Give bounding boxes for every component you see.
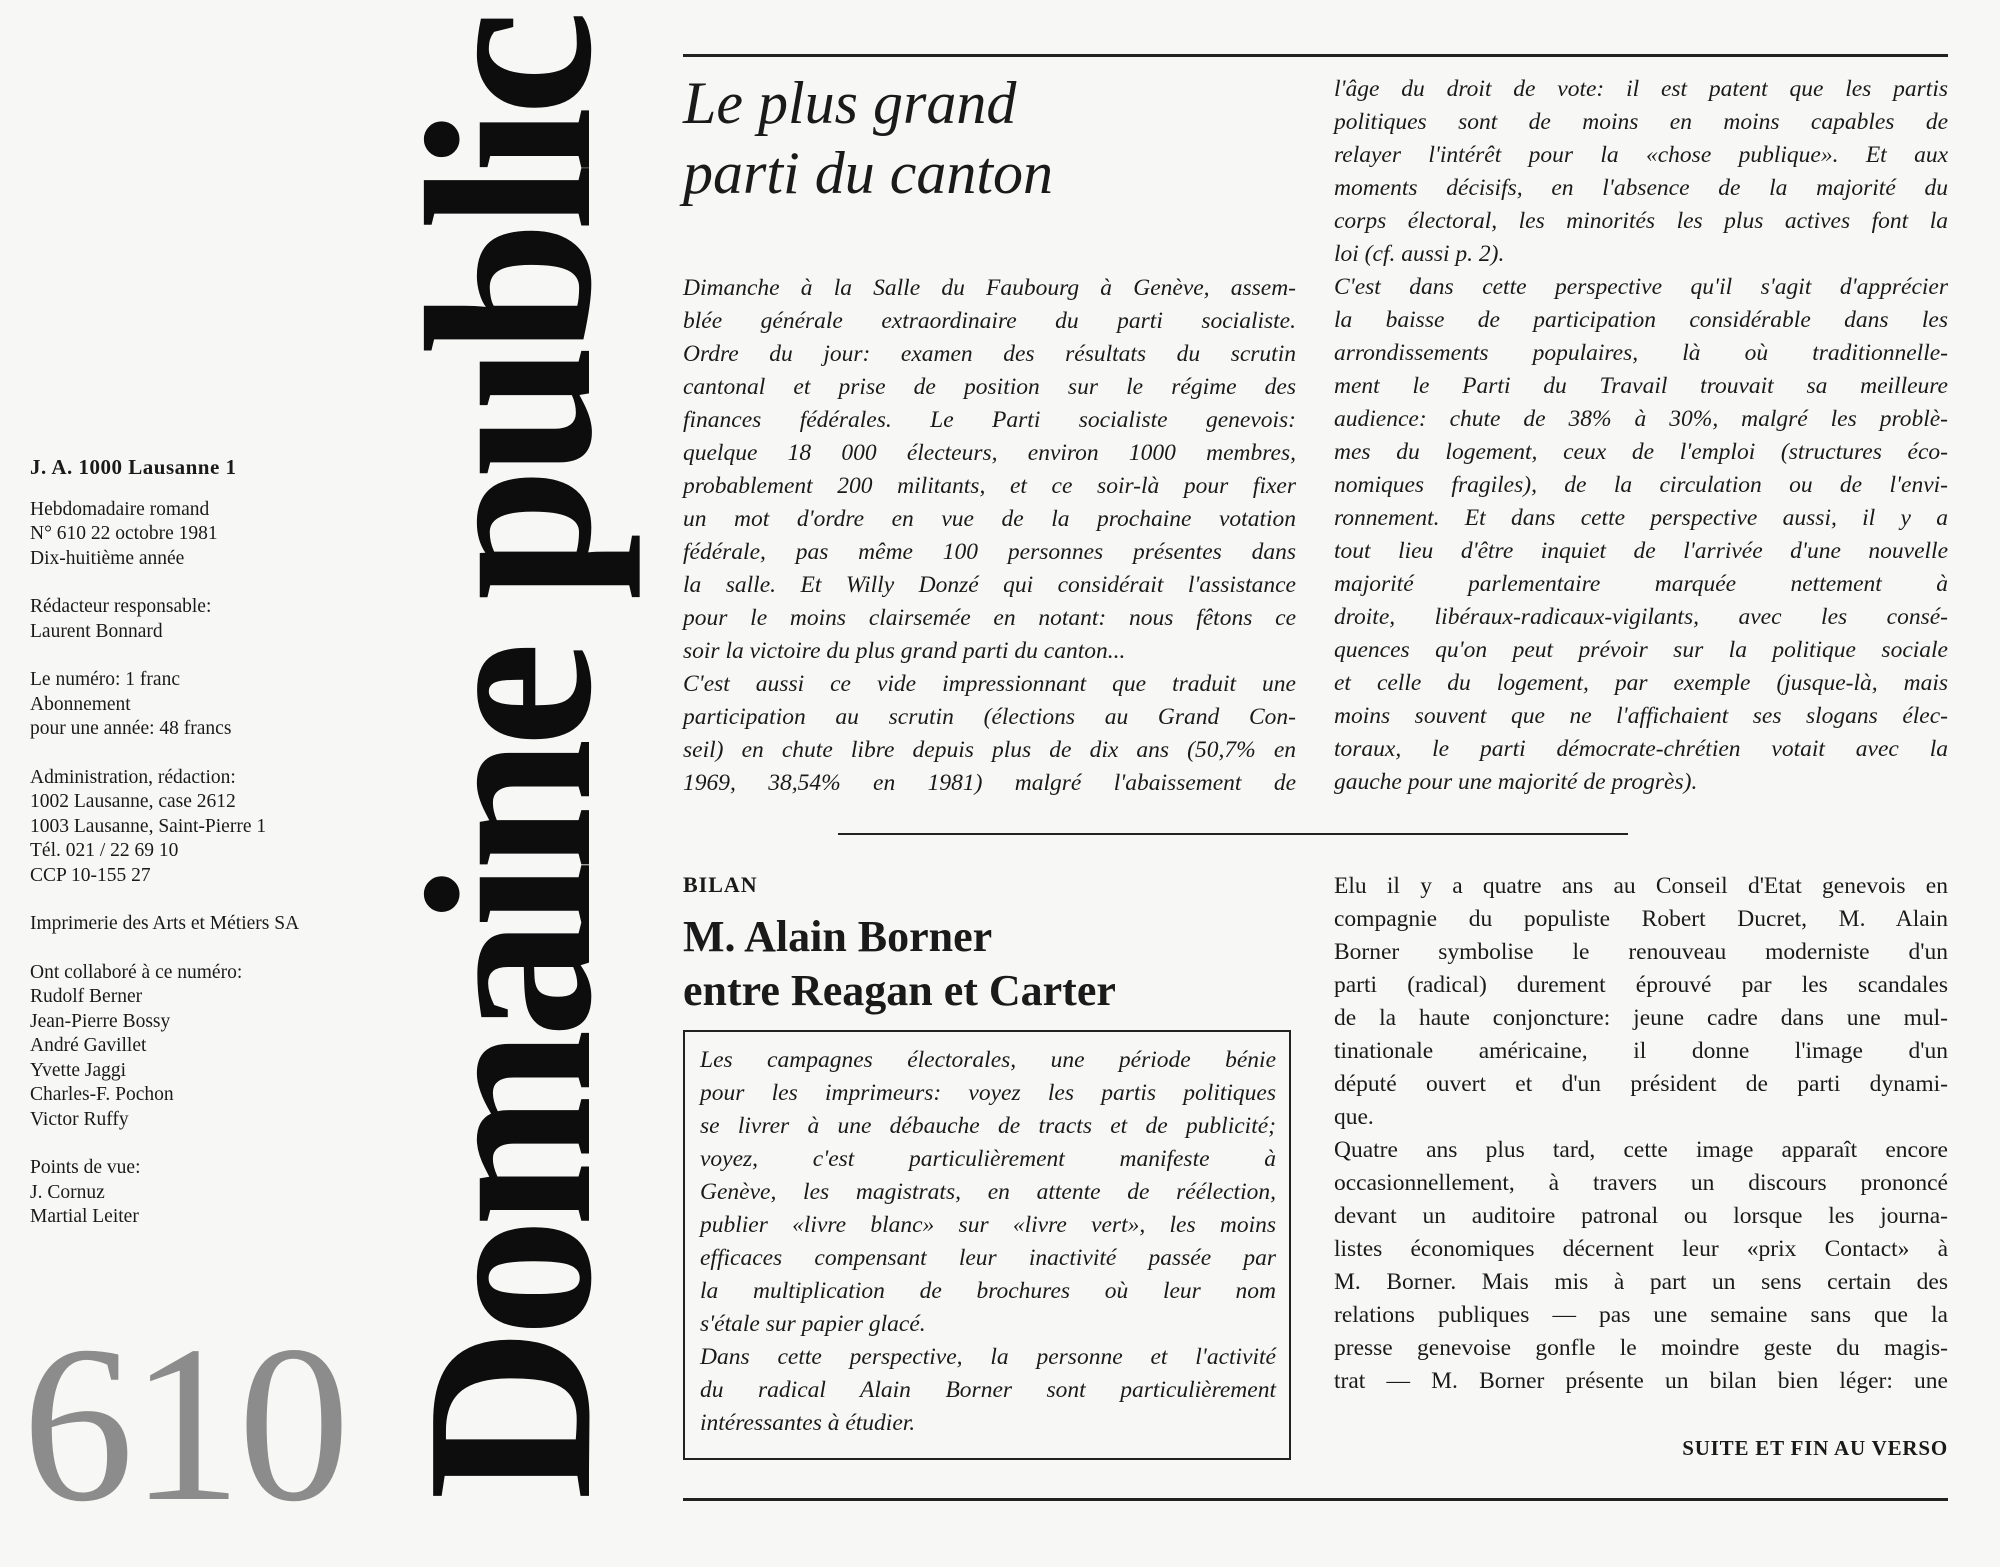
text-line: pour le moins clairsemée en notant: nous fêtons ce — [683, 605, 1296, 631]
headline-line: M. Alain Borner — [683, 912, 993, 961]
info-line: Imprimerie des Arts et Métiers SA — [30, 913, 300, 934]
text-line: M. Borner. Mais mis à part un sens certain des — [1334, 1269, 1948, 1295]
text-line: C'est dans cette perspective qu'il s'agit d'apprécier — [1334, 274, 1948, 300]
text-line: participation au scrutin (élections au Grand Con- — [683, 704, 1296, 730]
text-line: cantonal et prise de position sur le régime des — [683, 374, 1296, 400]
text-line: Les campagnes électorales, une période bénie — [700, 1047, 1276, 1073]
text-line: quences qu'on peut prévoir sur la politique sociale — [1334, 637, 1948, 663]
text-line: seil) en chute libre depuis plus de dix ans (50,7% en — [683, 737, 1296, 763]
article-1-headline — [683, 68, 1303, 208]
text-line: devant un auditoire patronal ou lorsque les journa- — [1334, 1203, 1948, 1229]
info-block — [30, 961, 410, 1133]
article-1-column-left — [683, 272, 1296, 800]
text-line: soir la victoire du plus grand parti du canton... — [683, 638, 1126, 664]
info-block — [30, 912, 410, 937]
article-2-headline — [683, 910, 1303, 1018]
text-line: député ouvert et d'un président de parti dynami- — [1334, 1071, 1948, 1097]
text-line: ronnement. Et dans cette perspective aussi, il y a — [1334, 505, 1948, 531]
info-line: Rudolf Berner — [30, 986, 143, 1007]
masthead-title: Domaine public — [378, 19, 641, 1500]
text-line: s'étale sur papier glacé. — [700, 1311, 926, 1337]
masthead-info — [30, 455, 410, 1254]
text-line: se livrer à une débauche de tracts et de publicité; — [700, 1113, 1276, 1139]
text-line: finances fédérales. Le Parti socialiste genevois: — [683, 407, 1296, 433]
text-line: probablement 200 militants, et ce soir-là pour fixer — [683, 473, 1296, 499]
info-block — [30, 1156, 410, 1230]
text-line: listes économiques décernent leur «prix Contact» à — [1334, 1236, 1948, 1262]
text-line: Genève, les magistrats, en attente de réélection, — [700, 1179, 1276, 1205]
headline-line: parti du canton — [683, 140, 1053, 206]
text-line: droite, libéraux-radicaux-vigilants, avec les consé- — [1334, 604, 1948, 630]
text-line: presse genevoise gonfle le moindre geste du magis- — [1334, 1335, 1948, 1361]
text-line: fédérale, pas même 100 personnes présentes dans — [683, 539, 1296, 565]
text-line: audience: chute de 38% à 30%, malgré les problè- — [1334, 406, 1948, 432]
text-line: parti (radical) durement éprouvé par les scandales — [1334, 972, 1948, 998]
postal-mark: J. A. 1000 Lausanne 1 — [30, 455, 237, 479]
text-line: toraux, le parti démocrate-chrétien votait avec la — [1334, 736, 1948, 762]
info-line: Charles-F. Pochon — [30, 1084, 174, 1105]
article-2-lead — [700, 1044, 1276, 1440]
info-line: Ont collaboré à ce numéro: — [30, 961, 243, 983]
text-line: corps électoral, les minorités les plus actives font la — [1334, 208, 1948, 234]
text-line: C'est aussi ce vide impressionnant que traduit une — [683, 671, 1296, 697]
info-line: N° 610 22 octobre 1981 — [30, 523, 218, 544]
text-line: occasionnellement, à travers un discours prononcé — [1334, 1170, 1948, 1196]
info-line: J. Cornuz — [30, 1181, 105, 1203]
continued-notice: SUITE ET FIN AU VERSO — [1682, 1436, 1948, 1460]
text-line: nomiques fragiles), de la circulation ou de l'envi- — [1334, 472, 1948, 498]
info-line: 1003 Lausanne, Saint-Pierre 1 — [30, 815, 267, 837]
text-line: efficaces compensant leur inactivité passée par — [700, 1245, 1276, 1271]
info-line: Victor Ruffy — [30, 1108, 129, 1130]
text-line: majorité parlementaire marquée nettement à — [1334, 571, 1948, 597]
text-line: tout lieu d'être inquiet de l'arrivée d'une nouvelle — [1334, 538, 1948, 564]
info-line: Abonnement — [30, 693, 131, 715]
info-line: 1002 Lausanne, case 2612 — [30, 791, 236, 812]
info-line: Tél. 021 / 22 69 10 — [30, 840, 179, 861]
text-line: Borner symbolise le renouveau moderniste d'un — [1334, 939, 1948, 965]
text-line: moments décisifs, en l'absence de la majorité du — [1334, 175, 1948, 201]
text-line: la salle. Et Willy Donzé qui considérait l'assistance — [683, 572, 1296, 598]
text-line: gauche pour une majorité de progrès). — [1334, 769, 1698, 795]
text-line: Ordre du jour: examen des résultats du scrutin — [683, 341, 1296, 367]
text-line: relayer l'intérêt pour la «chose publique». Et aux — [1334, 142, 1948, 168]
text-line: politiques sont de moins en moins capables de — [1334, 109, 1948, 135]
info-block — [30, 766, 410, 889]
text-line: l'âge du droit de vote: il est patent que les partis — [1334, 76, 1948, 102]
text-line: arrondissements populaires, là où traditionnelle- — [1334, 340, 1948, 366]
middle-rule — [838, 833, 1628, 835]
text-line: Quatre ans plus tard, cette image apparaît encore — [1334, 1137, 1948, 1163]
text-line: Elu il y a quatre ans au Conseil d'Etat genevois en — [1334, 873, 1948, 899]
info-block — [30, 668, 410, 742]
text-line: 1969, 38,54% en 1981) malgré l'abaissement de — [683, 770, 1296, 796]
text-line: blée générale extraordinaire du parti socialiste. — [683, 308, 1296, 334]
top-rule — [683, 54, 1948, 57]
info-line: Rédacteur responsable: — [30, 596, 212, 617]
issue-number: 610 — [22, 1300, 346, 1548]
text-line: du radical Alain Borner sont particulièrement — [700, 1377, 1276, 1403]
text-line: pour les imprimeurs: voyez les partis politiques — [700, 1080, 1276, 1106]
info-line: Points de vue: — [30, 1157, 141, 1178]
info-line: Dix-huitième année — [30, 547, 185, 569]
info-line: Hebdomadaire romand — [30, 498, 210, 520]
article-2-body — [1334, 870, 1948, 1398]
publication-details — [30, 498, 410, 1230]
article-2-kicker: BILAN — [683, 872, 758, 897]
text-line: et celle du logement, par exemple (jusque-là, mais — [1334, 670, 1948, 696]
text-line: voyez, c'est particulièrement manifeste à — [700, 1146, 1276, 1172]
info-line: Laurent Bonnard — [30, 620, 163, 642]
text-line: Dimanche à la Salle du Faubourg à Genève, assem- — [683, 275, 1296, 301]
info-block — [30, 595, 410, 644]
text-line: quelque 18 000 électeurs, environ 1000 membres, — [683, 440, 1296, 466]
text-line: intéressantes à étudier. — [700, 1410, 916, 1436]
info-block — [30, 498, 410, 572]
text-line: ment le Parti du Travail trouvait sa meilleure — [1334, 373, 1948, 399]
headline-line: entre Reagan et Carter — [683, 966, 1116, 1015]
text-line: relations publiques — pas une semaine sans que la — [1334, 1302, 1948, 1328]
info-line: Jean-Pierre Bossy — [30, 1010, 171, 1032]
masthead-container — [378, 19, 641, 1500]
info-line: André Gavillet — [30, 1035, 147, 1056]
headline-line: Le plus grand — [683, 70, 1017, 136]
text-line: la multiplication de brochures où leur nom — [700, 1278, 1276, 1304]
text-line: tinationale américaine, il donne l'image d'un — [1334, 1038, 1948, 1064]
text-line: de la haute conjoncture: jeune cadre dans une mul- — [1334, 1005, 1948, 1031]
text-line: publier «livre blanc» sur «livre vert», les moins — [700, 1212, 1276, 1238]
text-line: un mot d'ordre en vue de la prochaine votation — [683, 506, 1296, 532]
info-line: Martial Leiter — [30, 1206, 139, 1227]
article-1-column-right — [1334, 73, 1948, 799]
text-line: mes du logement, ceux de l'emploi (structures éco- — [1334, 439, 1948, 465]
text-line: Dans cette perspective, la personne et l'activité — [700, 1344, 1276, 1370]
text-line: que. — [1334, 1104, 1374, 1130]
text-line: moins souvent que ne l'affichaient ses slogans élec- — [1334, 703, 1948, 729]
info-line: Le numéro: 1 franc — [30, 669, 180, 690]
info-line: CCP 10-155 27 — [30, 864, 151, 886]
info-line: pour une année: 48 francs — [30, 718, 232, 739]
text-line: trat — M. Borner présente un bilan bien léger: une — [1334, 1368, 1948, 1394]
info-line: Administration, rédaction: — [30, 766, 236, 788]
text-line: loi (cf. aussi p. 2). — [1334, 241, 1505, 267]
text-line: la baisse de participation considérable dans les — [1334, 307, 1948, 333]
info-line: Yvette Jaggi — [30, 1059, 127, 1081]
text-line: compagnie du populiste Robert Ducret, M. Alain — [1334, 906, 1948, 932]
bottom-rule — [683, 1498, 1948, 1501]
